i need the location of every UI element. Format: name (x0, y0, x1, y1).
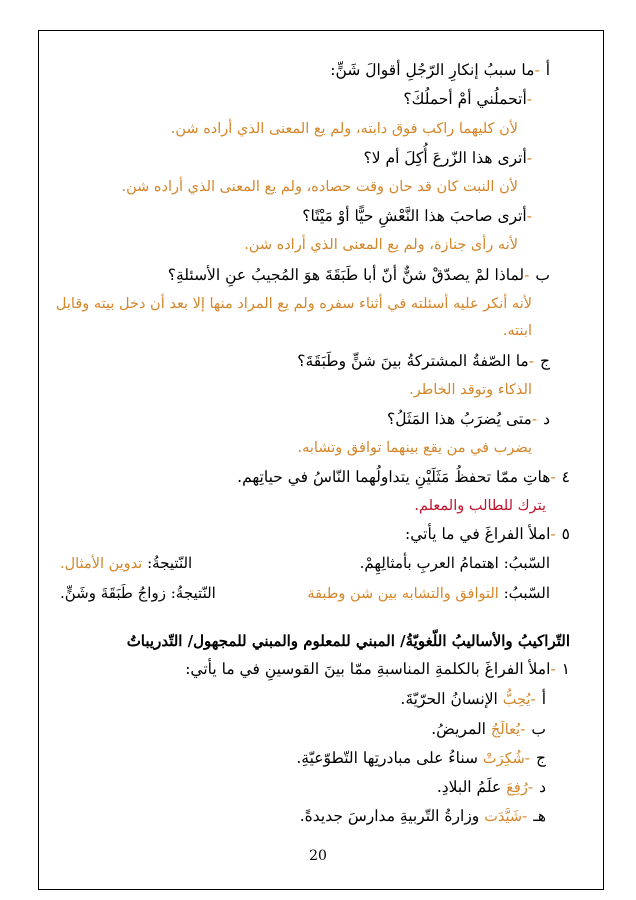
sub-question-3: -أترى صاحبَ هذا النَّعْشِ حيًّا أوْ مَيْتًا؟ (302, 207, 532, 225)
answer-b-line2: ابنته. (502, 323, 532, 339)
answer-b-line1: لأنه أنكر عليه أسئلته في أثناء سفره ولم يع المراد منها إلا بعد أن دخل بيته وقابل (55, 296, 532, 312)
answer-2: لأن النبت كان قد حان وقت حصاده، ولم يع المعنى الذي أراده شن. (121, 179, 518, 195)
question-4: ٤-هاتِ ممّا تحفظُ مَثَلَيْنِ يتداولُهما النّاسُ في حياتِهم. (237, 468, 570, 486)
question-d: د-متى يُضرَبُ هذا المَثَلُ؟ (387, 410, 550, 428)
answer-4: يترك للطالب والمعلم. (414, 498, 546, 514)
marker-a: أ (545, 61, 550, 79)
question-c: ج-ما الصّفةُ المشتركةُ بينَ شنٍّ وطَبَقَةَ؟ (297, 352, 550, 370)
answer-d: يضرب في من يقع بينهما توافق وتشابه. (297, 440, 532, 456)
answer-3: لأنه رأى جنازة، ولم يع المعنى الذي أراده شن. (244, 237, 518, 253)
section-heading: التّراكيبُ والأساليبُ اللّغويّةُ/ المبني للمعلوم والمبني للمجهول/ التّدريباتُ (126, 632, 570, 650)
sub-question-2: -أترى هذا الزّرعَ أُكِلَ أم لا؟ (363, 149, 532, 167)
exercise-item-a: أ-يُحِبُّ الإنسانُ الحرّيّةَ. (400, 690, 546, 708)
question-a: أ-ما سببُ إنكارِ الرّجُلِ أقوالَ شَنٍّ: (330, 61, 550, 79)
sub-question-1: -أتحملُني أمْ أحملُكَ؟ (403, 90, 532, 108)
page-number: 20 (309, 848, 327, 864)
exercise-item-d: د-رُفِعَ علَمُ البلادِ. (436, 778, 546, 796)
answer-1: لأن كليهما راكب فوق دابته، ولم يع المعنى الذي أراده شن. (170, 121, 518, 137)
answer-c: الذكاء وتوقد الخاطر. (409, 382, 532, 398)
question-5: ٥-املأ الفراغَ في ما يأتي: (405, 525, 570, 543)
question-b: ب-لماذا لمْ يصدّقْ شنٌّ أنّ أبا طَبَقَةَ هوَ المُجيبُ عنِ الأسئلةِ؟ (167, 266, 550, 284)
exercise-1: ١-املأ الفراغَ بالكلمةِ المناسبةِ ممّا بينَ القوسينِ في ما يأتي: (185, 660, 570, 678)
exercise-item-b: ب-يُعالَجُ المريضُ. (431, 720, 546, 738)
question-a-text: ما سببُ إنكارِ الرّجُلِ أقوالَ شَنٍّ: (330, 61, 535, 79)
exercise-item-e: هـ-شَيَّدَت وزارةُ التّربيةِ مدارسَ جديدةً. (299, 807, 546, 825)
exercise-item-c: ج-شُكِرَتْ سناءُ على مبادرتِها التّطوّعيّةِ. (296, 749, 546, 767)
